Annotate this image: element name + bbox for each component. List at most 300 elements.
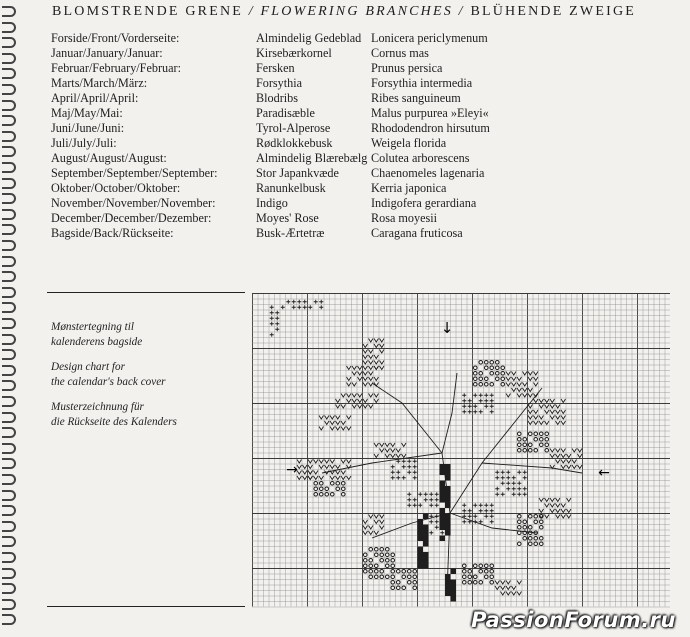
stitch-symbol [501,481,505,485]
stitch-symbol [347,399,352,403]
stitch-symbol [369,547,373,551]
binding-ring [2,349,16,360]
stitch-symbol [374,454,379,458]
stitch-symbol [391,569,395,573]
binding-ring [2,365,16,376]
stitch-symbol [490,393,494,397]
stitch-symbol [534,536,538,540]
binding-ring [2,583,16,594]
stitch-symbol [391,449,396,453]
stitch-symbol [423,514,429,520]
danish-name-cell: Almindelig Blærebælg [256,151,368,165]
stitch-symbol [534,377,539,381]
stitch-symbol [413,575,417,579]
stitch-symbol [363,405,368,409]
stitch-symbol [341,394,346,398]
stitch-symbol [402,586,406,590]
stitch-symbol [490,509,494,513]
stitch-symbol [402,454,407,458]
stitch-symbol [369,564,373,568]
divider-top [47,292,245,293]
stitch-symbol [314,460,319,464]
stitch-symbol [352,399,357,403]
stitch-symbol [363,553,367,557]
stitch-symbol [352,372,357,376]
stitch-symbol [418,503,422,507]
stitch-symbol [473,410,477,414]
stitch-symbol [523,443,527,447]
stitch-symbol [556,421,561,425]
stitch-symbol [534,410,539,414]
branch-stem [442,373,457,453]
stitch-symbol [517,443,521,447]
stitch-symbol [512,388,517,392]
stitch-symbol [495,470,499,474]
stitch-symbol [407,492,411,496]
binding-ring [2,178,16,189]
description-danish [51,320,142,349]
stitch-symbol [391,454,396,458]
danish-name-cell: Tyrol-Alperose [256,121,331,135]
stitch-symbol [374,355,379,359]
stitch-symbol [484,360,488,364]
branch-stem [322,453,442,473]
stitch-symbol [561,410,566,414]
stitch-symbol [539,498,544,502]
stitch-symbol [413,580,417,584]
stitch-symbol [534,416,539,420]
stitch-symbol [539,416,544,420]
stitch-symbol [468,580,472,584]
stitch-symbol [341,481,345,485]
stitch-symbol [385,558,389,562]
stitch-symbol [506,377,511,381]
stitch-symbol [391,586,395,590]
stitch-symbol [528,443,532,447]
stitch-symbol [556,504,561,508]
stitch-symbol [281,305,285,309]
stitch-symbol [479,410,483,414]
binding-ring [2,396,16,407]
stitch-symbol [501,581,506,585]
stitch-symbol [330,460,335,464]
stitch-symbol [517,542,521,546]
binding-ring [2,443,16,454]
binding-ring [2,380,16,391]
month-cell: Oktober/October/Oktober: [51,181,181,195]
stitch-symbol [501,470,505,474]
stitch-symbol [501,382,505,386]
stitch-symbol [567,465,572,469]
danish-name-cell: Stor Japankvæde [256,166,339,180]
stitch-symbol [495,586,500,590]
stitch-symbol [418,552,424,558]
stitch-symbol [484,377,488,381]
danish-name-cell: Kirsebærkornel [256,46,332,60]
stitch-symbol [391,553,395,557]
stitch-symbol [380,361,385,365]
stitch-symbol [336,399,341,403]
stitch-symbol [506,394,511,398]
cross-stitch-chart [252,293,670,609]
stitch-symbol [374,377,379,381]
stitch-symbol [545,443,549,447]
stitch-symbol [369,405,374,409]
binding-ring [2,458,16,469]
stitch-symbol [495,366,499,370]
description-english [51,360,166,389]
month-cell: Januar/January/Januar: [51,46,163,60]
stitch-symbol [490,503,494,507]
stitch-symbol [539,399,544,403]
stitch-symbol [506,476,510,480]
stitch-symbol [528,372,533,376]
stitch-symbol [462,410,466,414]
stitch-symbol [528,432,532,436]
stitch-symbol [523,520,527,524]
stitch-symbol [358,372,363,376]
stitch-symbol [402,459,406,463]
stitch-symbol [490,575,494,579]
stitch-symbol [517,492,521,496]
latin-name-cell: Rhododendron hirsutum [371,121,490,135]
stitch-symbol [380,558,384,562]
stitch-symbol [473,382,477,386]
stitch-symbol [462,404,466,408]
stitch-symbol [391,476,395,480]
stitch-symbol [479,399,483,403]
stitch-symbol [396,449,401,453]
stitch-symbol [468,399,472,403]
danish-name-cell: Almindelig Gedeblad [256,31,362,45]
stitch-symbol [423,530,429,536]
stitch-symbol [374,361,379,365]
stitch-symbol [418,558,424,564]
stitch-symbol [451,580,457,586]
stitch-symbol [308,460,313,464]
binding-ring [2,334,16,345]
month-cell: April/April/April: [51,91,139,105]
stitch-symbol [445,464,451,470]
binding-ring [2,302,16,313]
stitch-symbol [423,563,429,569]
stitch-symbol [429,531,433,535]
stitch-symbol [292,305,296,309]
stitch-symbol [374,569,378,573]
stitch-symbol [330,427,335,431]
stitch-symbol [396,476,400,480]
stitch-symbol [270,305,274,309]
stitch-symbol [506,592,511,596]
stitch-symbol [424,498,428,502]
stitch-symbol [380,520,385,524]
stitch-symbol [501,377,505,381]
stitch-symbol [391,564,395,568]
stitch-symbol [561,416,566,420]
stitch-symbol [369,350,374,354]
stitch-symbol [330,481,334,485]
stitch-symbol [314,471,319,475]
stitch-symbol [341,405,346,409]
stitch-symbol [556,416,561,420]
latin-name-cell: Rosa moyesii [371,211,438,225]
stitch-symbol [473,371,477,375]
stitch-symbol [325,465,330,469]
stitch-symbol [440,536,446,542]
binding-ring [2,256,16,267]
stitch-symbol [545,448,549,452]
stitch-symbol [314,487,318,491]
stitch-symbol [512,476,516,480]
stitch-symbol [578,454,583,458]
stitch-symbol [556,405,561,409]
stitch-symbol [435,492,439,496]
stitch-symbol [413,498,417,502]
stitch-symbol [314,481,318,485]
stitch-symbol [435,520,439,524]
stitch-symbol [407,498,411,502]
stitch-symbol [319,487,323,491]
latin-name-cell: Kerria japonica [371,181,447,195]
stitch-symbol [325,416,330,420]
danish-name-cell: Fersken [256,61,295,75]
stitch-symbol [462,580,466,584]
stitch-symbol [303,300,307,304]
stitch-symbol [473,575,477,579]
stitch-symbol [561,515,566,519]
stitch-symbol [517,514,521,518]
binding-ring [2,53,16,64]
stitch-symbol [517,581,522,585]
stitch-symbol [512,592,517,596]
month-cell: Februar/February/Februar: [51,61,181,75]
stitch-symbol [347,377,352,381]
month-cell: Maj/May/Mai: [51,106,123,120]
description-line: Musterzeichnung für [51,401,144,413]
stitch-symbol [385,547,389,551]
stitch-symbol [363,366,368,370]
stitch-symbol [440,486,446,492]
month-cell: August/August/August: [51,151,167,165]
binding-ring [2,84,16,95]
stitch-symbol [561,504,566,508]
binding-ring [2,599,16,610]
stitch-symbol [358,405,363,409]
stitch-symbol [545,421,550,425]
watermark: PassionForum.ru [471,608,676,632]
stitch-symbol [347,366,352,370]
stitch-symbol [303,471,308,475]
danish-name-cell: Busk-Ærtetræ [256,226,325,240]
binding-ring [2,6,16,17]
stitch-symbol [534,448,538,452]
stitch-symbol [567,460,572,464]
stitch-symbol [336,481,340,485]
stitch-symbol [413,470,417,474]
stitch-symbol [506,383,511,387]
stitch-symbol [374,443,379,447]
stitch-symbol [534,432,538,436]
stitch-symbol [445,486,451,492]
stitch-symbol [330,416,335,420]
stitch-symbol [445,591,451,597]
stitch-symbol [468,569,472,573]
stitch-symbol [567,454,572,458]
stitch-symbol [341,492,345,496]
stitch-symbol [363,526,368,530]
stitch-symbol [363,564,367,568]
stitch-symbol [490,580,494,584]
stitch-symbol [374,564,378,568]
stitch-symbol [369,515,374,519]
stitch-symbol [385,564,389,568]
stitch-symbol [512,487,516,491]
stitch-symbol [479,503,483,507]
stitch-symbol [385,449,390,453]
binding-ring [2,131,16,142]
stitch-symbol [396,454,401,458]
stitch-symbol [440,519,446,525]
danish-name-cell: Moyes' Rose [256,211,319,225]
stitch-symbol [330,476,335,480]
stitch-symbol [495,360,499,364]
stitch-symbol [451,596,457,602]
stitch-symbol [517,592,522,596]
stitch-symbol [490,360,494,364]
stitch-symbol [556,460,561,464]
stitch-symbol [473,580,477,584]
stitch-symbol [369,355,374,359]
latin-name-cell: Cornus mas [371,46,429,60]
stitch-symbol [545,432,549,436]
description-german [51,400,177,429]
stitch-symbol [462,399,466,403]
stitch-symbol [374,366,379,370]
stitch-symbol [556,449,561,453]
stitch-symbol [473,393,477,397]
spiral-binding [0,0,20,637]
stitch-symbol [297,300,301,304]
stitch-symbol [462,503,466,507]
month-cell: September/September/September: [51,166,218,180]
stitch-symbol [539,437,543,441]
binding-ring [2,287,16,298]
stitch-symbol [418,530,424,536]
stitch-symbol [462,564,466,568]
stitch-symbol [545,399,550,403]
stitch-symbol [517,481,521,485]
stitch-symbol [336,405,341,409]
stitch-symbol [479,377,483,381]
binding-ring [2,614,16,625]
stitch-symbol [523,437,527,441]
stitch-symbol [336,487,340,491]
stitch-symbol [534,383,539,387]
stitch-symbol [440,525,446,531]
stitch-symbol [539,421,544,425]
stitch-symbol [495,581,500,585]
stitch-symbol [380,553,384,557]
stitch-symbol [374,399,379,403]
stitch-symbol [495,371,499,375]
latin-name-cell: Colutea arborescens [371,151,470,165]
stitch-symbol [363,361,368,365]
stitch-symbol [286,300,290,304]
stitch-symbol [275,322,279,326]
stitch-symbol [380,350,385,354]
stitch-symbol [363,531,368,535]
stitch-symbol [380,339,385,343]
stitch-symbol [578,465,583,469]
title-english: FLOWERING BRANCHES [260,4,453,19]
stitch-symbol [336,465,341,469]
stitch-symbol [270,311,274,315]
stitch-symbol [528,525,532,529]
stitch-symbol [440,481,446,487]
stitch-symbol [479,569,483,573]
stitch-symbol [528,542,532,546]
stitch-symbol [369,366,374,370]
stitch-symbol [473,503,477,507]
danish-name-cell: Blodribs [256,91,298,105]
stitch-symbol [572,465,577,469]
stitch-symbol [341,421,346,425]
stitch-symbol [270,322,274,326]
stitch-symbol [556,509,561,513]
stitch-symbol [517,448,521,452]
stitch-symbol [495,492,499,496]
stitch-symbol [495,377,499,381]
stitch-symbol [319,481,323,485]
stitch-symbol [369,372,374,376]
stitch-symbol [462,575,466,579]
stitch-symbol [523,388,528,392]
stitch-symbol [319,416,324,420]
stitch-symbol [308,305,312,309]
stitch-symbol [369,569,373,573]
stitch-symbol [363,350,368,354]
stitch-symbol [517,525,521,529]
stitch-symbol [330,492,334,496]
stitch-symbol [374,547,378,551]
stitch-symbol [561,449,566,453]
latin-name-cell: Lonicera periclymenum [371,31,488,45]
stitch-symbol [275,316,279,320]
stitch-symbol [402,569,406,573]
stitch-symbol [561,509,566,513]
stitch-symbol [429,520,433,524]
stitch-symbol [314,300,318,304]
stitch-symbol [534,520,538,524]
stitch-symbol [396,580,400,584]
latin-name-cell: Chaenomeles lagenaria [371,166,485,180]
stitch-symbol [501,366,505,370]
stitch-symbol [363,372,368,376]
binding-ring [2,224,16,235]
stitch-symbol [451,569,457,575]
stitch-symbol [501,586,506,590]
stitch-symbol [528,394,533,398]
stitch-symbol [358,366,363,370]
binding-ring [2,505,16,516]
stitch-symbol [413,586,417,590]
stitch-symbol [534,514,538,518]
stitch-symbol [473,377,477,381]
stitch-symbol [363,569,367,573]
stitch-symbol [528,514,532,518]
binding-ring [2,490,16,501]
latin-name-cell: Ribes sanguineum [371,91,461,105]
